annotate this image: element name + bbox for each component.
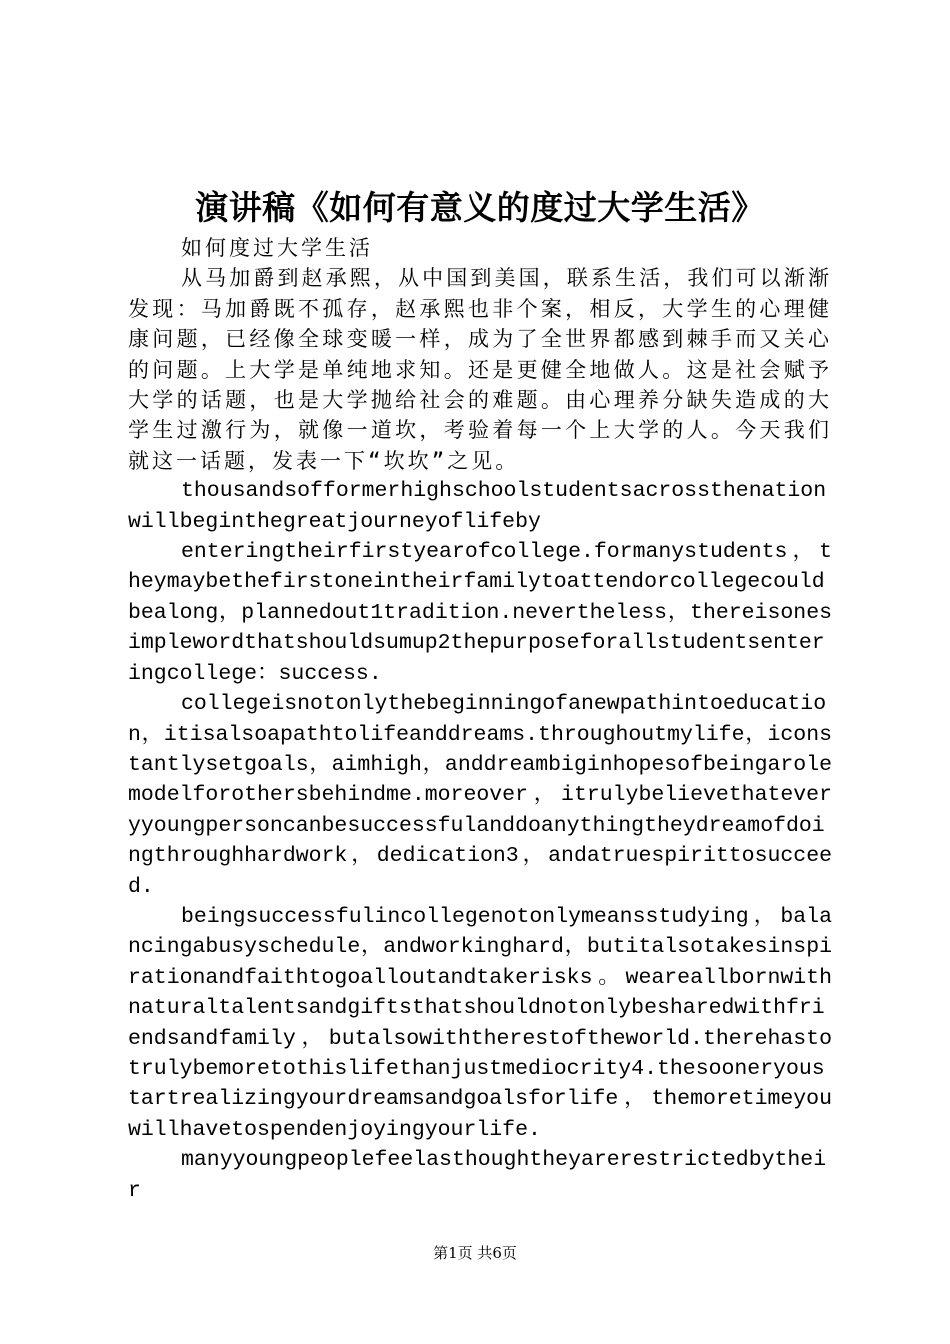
page-number-footer: 第1页 共6页 — [433, 1244, 517, 1262]
english-paragraph-1: thousandsofformerhighschoolstudentsacrossthenationwillbeginthegreatjourneyoflifeby — [128, 479, 827, 534]
subtitle-paragraph: 如何度过大学生活 — [181, 236, 373, 260]
intro-paragraph: 从马加爵到赵承熙，从中国到美国，联系生活，我们可以渐渐发现：马加爵既不孤存，赵承熙也非个案，相反，大学生的心理健康问题，已经像全球变暖一样，成为了全世界都感到棘手而又关心的问题。上大学是单纯地求知。还是更健全地做人。这是社会赋予大学的话题，也是大学抛给社会的难题。由心理养分缺失造成的大学生过激行为，就像一道坎，考验着每一个上大学的人。今天我们就这一话题，发表一下“坎坎”之见。 — [128, 266, 832, 473]
english-paragraph-3: collegeisnotonlythebeginningofanewpathintoeducation，itisalsoapathtolifeanddreams.throughoutmylife，iconstantlysetgoals，aimhigh，anddreambiginhopesofbeingarolemodelforothersbehindme.moreover，itrulybelievethateveryyoungpersoncanbesuccessfulanddoanythingtheydreamofdoingthroughhardwork，dedication3，andatruespirittosucceed. — [128, 692, 832, 899]
document-title: 演讲稿《如何有意义的度过大学生活》 — [195, 188, 765, 227]
english-paragraph-4: beingsuccessfulincollegenotonlymeansstudying，balancingabusyschedule，andworkinghard，butitalsotakesinspirationandfaithtogoalloutandtakerisks。weareallbornwithnaturaltalentsandgiftsthatshouldnotonlybesharedwithfriendsandfamily，butalsowiththerestoftheworld.therehastotrulybemoretothislifethanjustmediocrity4.thesooneryoustartrealizingyourdreamsandgoalsforlife，themoretimeyouwillhavetospendenjoyingyourlife. — [128, 904, 832, 1142]
document-body — [128, 185, 832, 1206]
english-paragraph-2: enteringtheirfirstyearofcollege.formanystudents，theymaybethefirstoneintheirfamilytoattendorcollegecouldbealong，plannedout1tradition.nevertheless，thereisonesimplewordthatshouldsumup2thepurposeforallstudentsenteringcollege：success. — [128, 540, 832, 686]
english-paragraph-5: manyyoungpeoplefeelasthoughtheyarerestrictedbytheir — [128, 1148, 827, 1203]
